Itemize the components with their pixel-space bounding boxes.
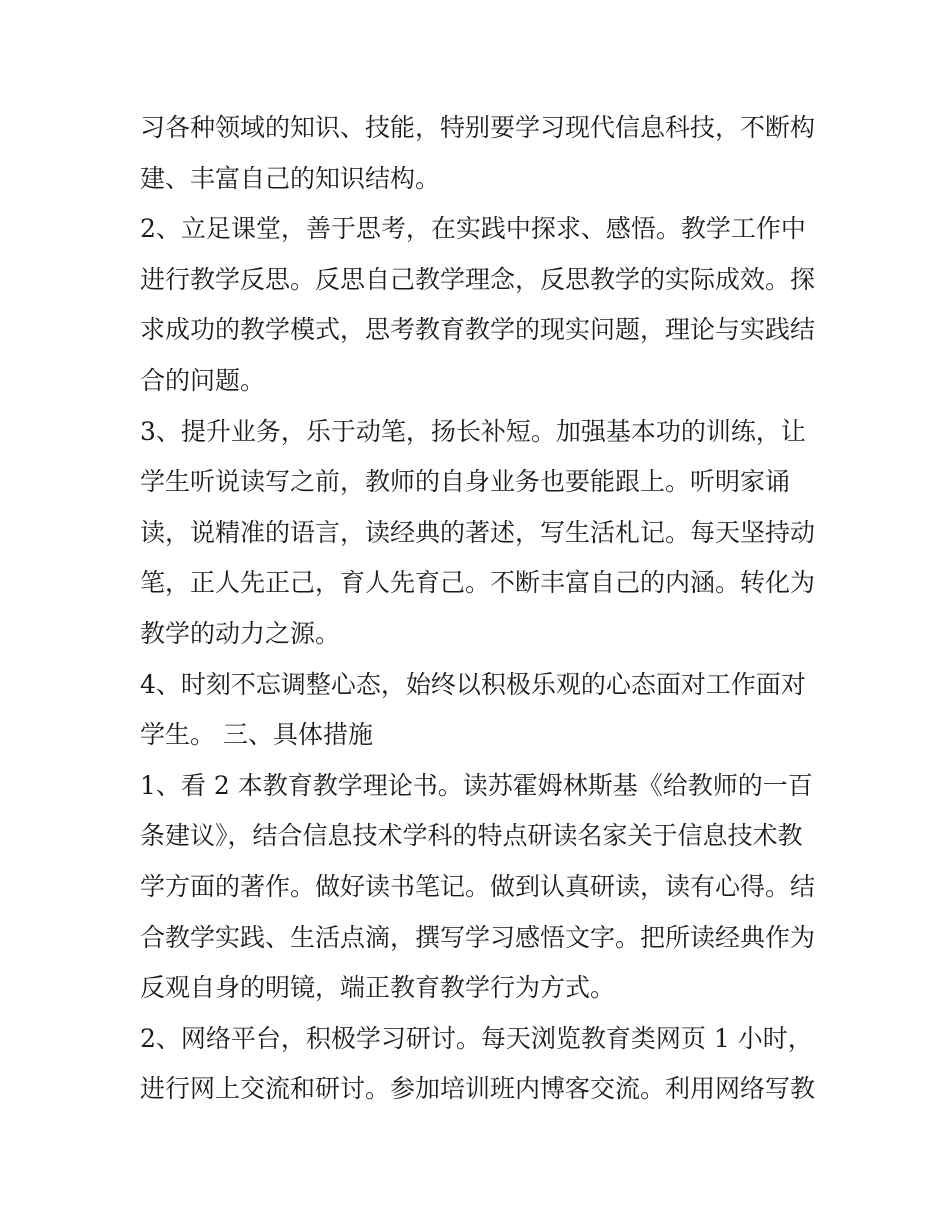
text-line: 3、提升业务，乐于动笔，扬长补短。加强基本功的训练，让 — [140, 416, 806, 446]
text-line: 学方面的著作。做好读书笔记。做到认真研读，读有心得。结 — [140, 871, 816, 901]
text-line: 学生听说读写之前，教师的自身业务也要能跟上。听明家诵 — [140, 467, 791, 497]
text-line: 1、看 2 本教育教学理论书。读苏霍姆林斯基《给教师的一百 — [140, 770, 813, 800]
text-line: 4、时刻不忘调整心态，始终以积极乐观的心态面对工作面对 — [140, 669, 806, 699]
text-line: 求成功的教学模式，思考教育教学的现实问题，理论与实践结 — [140, 315, 816, 345]
text-line: 笔，正人先正己，育人先育己。不断丰富自己的内涵。转化为 — [140, 568, 816, 598]
text-line: 合教学实践、生活点滴，撰写学习感悟文字。把所读经典作为 — [140, 922, 816, 952]
document-body-text — [140, 103, 830, 1115]
text-line: 2、网络平台，积极学习研讨。每天浏览教育类网页 1 小时， — [140, 1023, 813, 1053]
text-line: 进行网上交流和研讨。参加培训班内博客交流。利用网络写教 — [140, 1074, 816, 1104]
text-line: 教学的动力之源。 — [140, 618, 341, 648]
text-line: 学生。 三、具体措施 — [140, 720, 373, 750]
text-line: 2、立足课堂，善于思考，在实践中探求、感悟。教学工作中 — [140, 214, 806, 244]
text-line: 读，说精准的语言，读经典的著述，写生活札记。每天坚持动 — [140, 517, 816, 547]
text-line: 习各种领域的知识、技能，特别要学习现代信息科技，不断构 — [140, 113, 816, 142]
text-line: 反观自身的明镜，端正教育教学行为方式。 — [140, 973, 616, 1003]
text-line: 进行教学反思。反思自己教学理念，反思教学的实际成效。探 — [140, 264, 816, 294]
text-line: 建、丰富自己的知识结构。 — [140, 163, 441, 193]
text-line: 合的问题。 — [140, 365, 266, 395]
text-line: 条建议》，结合信息技术学科的特点研读名家关于信息技术教 — [140, 821, 803, 851]
